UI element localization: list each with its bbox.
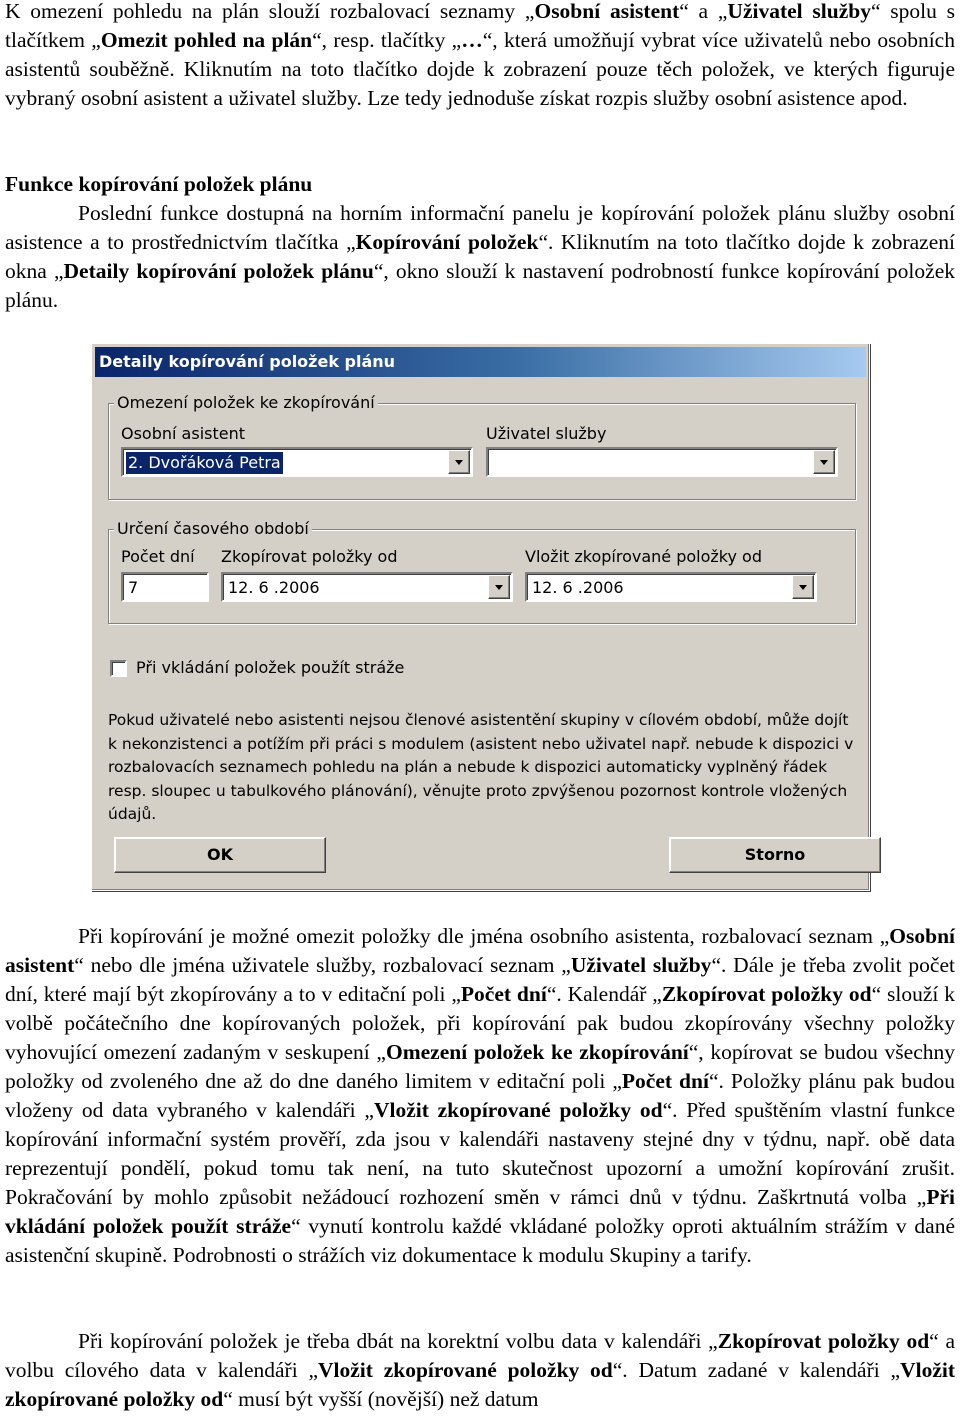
text-run: “, resp. tlačítky „	[312, 28, 462, 52]
text-run: “ musí být vyšší (novější) než datum	[223, 1387, 539, 1411]
text-run: K omezení pohledu na plán slouží rozbalovací seznamy „	[5, 0, 535, 23]
calendar-dropdown-icon[interactable]	[488, 575, 510, 599]
cancel-button[interactable]: Storno	[669, 837, 881, 873]
guards-label: Při vkládání položek použít stráže	[136, 658, 405, 677]
bold-term: Počet dní	[460, 982, 547, 1006]
text-run: “ a volbu cílového data v kalendáři „	[5, 1329, 955, 1382]
paragraph-copy-details	[5, 922, 955, 1270]
insert-from-date[interactable]	[525, 572, 817, 602]
assistant-select[interactable]	[121, 447, 473, 477]
bold-term: Zkopírovat položky od	[717, 1329, 930, 1353]
client-select-value	[491, 452, 495, 474]
assistant-label: Osobní asistent	[121, 424, 245, 443]
text-run: “. Kalendář „	[546, 982, 662, 1006]
chevron-down-icon[interactable]	[813, 450, 835, 474]
paragraph-date-note	[5, 1327, 955, 1414]
paragraph-view-filter	[5, 0, 955, 113]
text-run: “. Před spuštěním vlastní funkce kopírování informační systém prověří, zda jsou v kalendáři nastaveny stejné dny v týdnu, např. obě data reprezentují pondělí, pokud tomu tak není, na tuto skutečnost upozorní a umožní kopírování zrušit. Pokračování by mohlo způsobit nežádoucí rozhození směn v rámci dnů v týdnu. Zaškrtnutá volba „	[5, 1098, 955, 1209]
copy-from-label: Zkopírovat položky od	[221, 547, 398, 566]
assistant-select-value: 2. Dvořáková Petra	[128, 453, 281, 472]
text-run: “. Kliknutím na toto tlačítko dojde k zobrazení okna „	[5, 230, 955, 283]
text-run: “ vynutí kontrolu každé vkládané položky oproti aktuálním strážím v dané asistenční skupině. Podrobnosti o strážích viz dokumentace k modulu Skupiny a tarify.	[5, 1214, 955, 1267]
section-heading: Funkce kopírování položek plánu	[5, 172, 313, 196]
copy-from-date-value: 12. 6 .2006	[228, 578, 320, 597]
days-input[interactable]	[121, 572, 209, 602]
bold-term: Omezení položek ke zkopírování	[385, 1040, 689, 1064]
bold-term: Uživatel služby	[570, 953, 712, 977]
insert-from-date-value: 12. 6 .2006	[532, 578, 624, 597]
text-run: “. Dále je třeba zvolit počet dní, které mají být zkopírovány a to v editační poli „	[5, 953, 955, 1006]
bold-term: Zkopírovat položky od	[661, 982, 872, 1006]
bold-term: Při vkládání položek použít stráže	[5, 1185, 955, 1238]
group-item-limits-legend: Omezení položek ke zkopírování	[114, 393, 378, 413]
text-run: “ nebo dle jména uživatele služby, rozbalovací seznam „	[74, 953, 571, 977]
paragraph-copy-function	[5, 199, 955, 315]
text-run: “ spolu s tlačítkem „	[5, 0, 956, 52]
bold-term: Počet dní	[621, 1069, 709, 1093]
text-run: “ slouží k volbě počátečního dne kopírovaných položek, při kopírování pak budou zkopírovány všechny položky vyhovující omezení zadaným v seskupení „	[5, 982, 955, 1064]
bold-term: Vložit zkopírované položky od	[5, 1358, 955, 1411]
dialog-info-text: Pokud uživatelé nebo asistenti nejsou členové asistentění skupiny v cílovém období, může dojít k nekonzistenci a potížím při práci s modulem (asistent nebo uživatel např. nebude k dispozici v rozbalovacích seznamech pohledu na plán a nebude k dispozici automaticky vyplněný řádek resp. sloupec u tabulkového plánování), věnujte proto zpvýšenou pozornost kontrole vložených údajů.	[108, 711, 854, 823]
bold-term: Kopírování položek	[355, 230, 539, 254]
chevron-down-icon[interactable]	[448, 450, 470, 474]
days-input-value: 7	[128, 578, 139, 597]
dialog-title: Detaily kopírování položek plánu	[95, 347, 866, 377]
text-run: “, okno slouží k nastavení podrobností funkce kopírování položek plánu.	[5, 259, 955, 312]
bold-term: Uživatel služby	[727, 0, 871, 23]
ok-button[interactable]: OK	[114, 837, 326, 873]
text-run: Při kopírování položek je třeba dbát na korektní volbu data v kalendáři „	[78, 1329, 718, 1353]
text-run: “, která umožňují vybrat více uživatelů nebo osobních asistentů souběžně. Kliknutím na toto tlačítko dojde k zobrazení pouze těch položek, ve kterých figuruje vybraný osobní asistent a uživatel služby. Lze tedy jednoduše získat rozpis služby osobní asistence apod.	[5, 28, 955, 110]
client-select[interactable]	[486, 447, 838, 477]
client-label: Uživatel služby	[486, 424, 607, 443]
group-time-period-legend: Určení časového období	[114, 519, 312, 539]
bold-term: Omezit pohled na plán	[100, 28, 313, 52]
text-run: Při kopírování je možné omezit položky dle jména osobního asistenta, rozbalovací seznam „	[78, 924, 890, 948]
bold-term: Osobní asistent	[5, 924, 955, 977]
guards-checkbox[interactable]	[110, 660, 127, 677]
bold-term: Osobní asistent	[534, 0, 680, 23]
bold-term: Vložit zkopírované položky od	[373, 1098, 663, 1122]
days-label: Počet dní	[121, 547, 195, 566]
copy-from-date[interactable]	[221, 572, 513, 602]
text-run: “ a „	[679, 0, 728, 23]
bold-term: Detaily kopírování položek plánu	[63, 259, 374, 283]
text-run: “. Položky plánu pak budou vloženy od data vybraného v kalendáři „	[5, 1069, 955, 1122]
insert-from-label: Vložit zkopírované položky od	[525, 547, 762, 566]
bold-term: Vložit zkopírované položky od	[318, 1358, 613, 1382]
calendar-dropdown-icon[interactable]	[792, 575, 814, 599]
copy-details-dialog	[91, 343, 870, 891]
text-run: Poslední funkce dostupná na horním informační panelu je kopírování položek plánu služby osobní asistence a to prostřednictvím tlačítka „	[5, 201, 955, 254]
text-run: “. Datum zadané v kalendáři „	[612, 1358, 901, 1382]
bold-term: …	[461, 28, 483, 52]
text-run: “, kopírovat se budou všechny položky od zvoleného dne až do dne daného limitem v editační poli „	[5, 1040, 955, 1093]
